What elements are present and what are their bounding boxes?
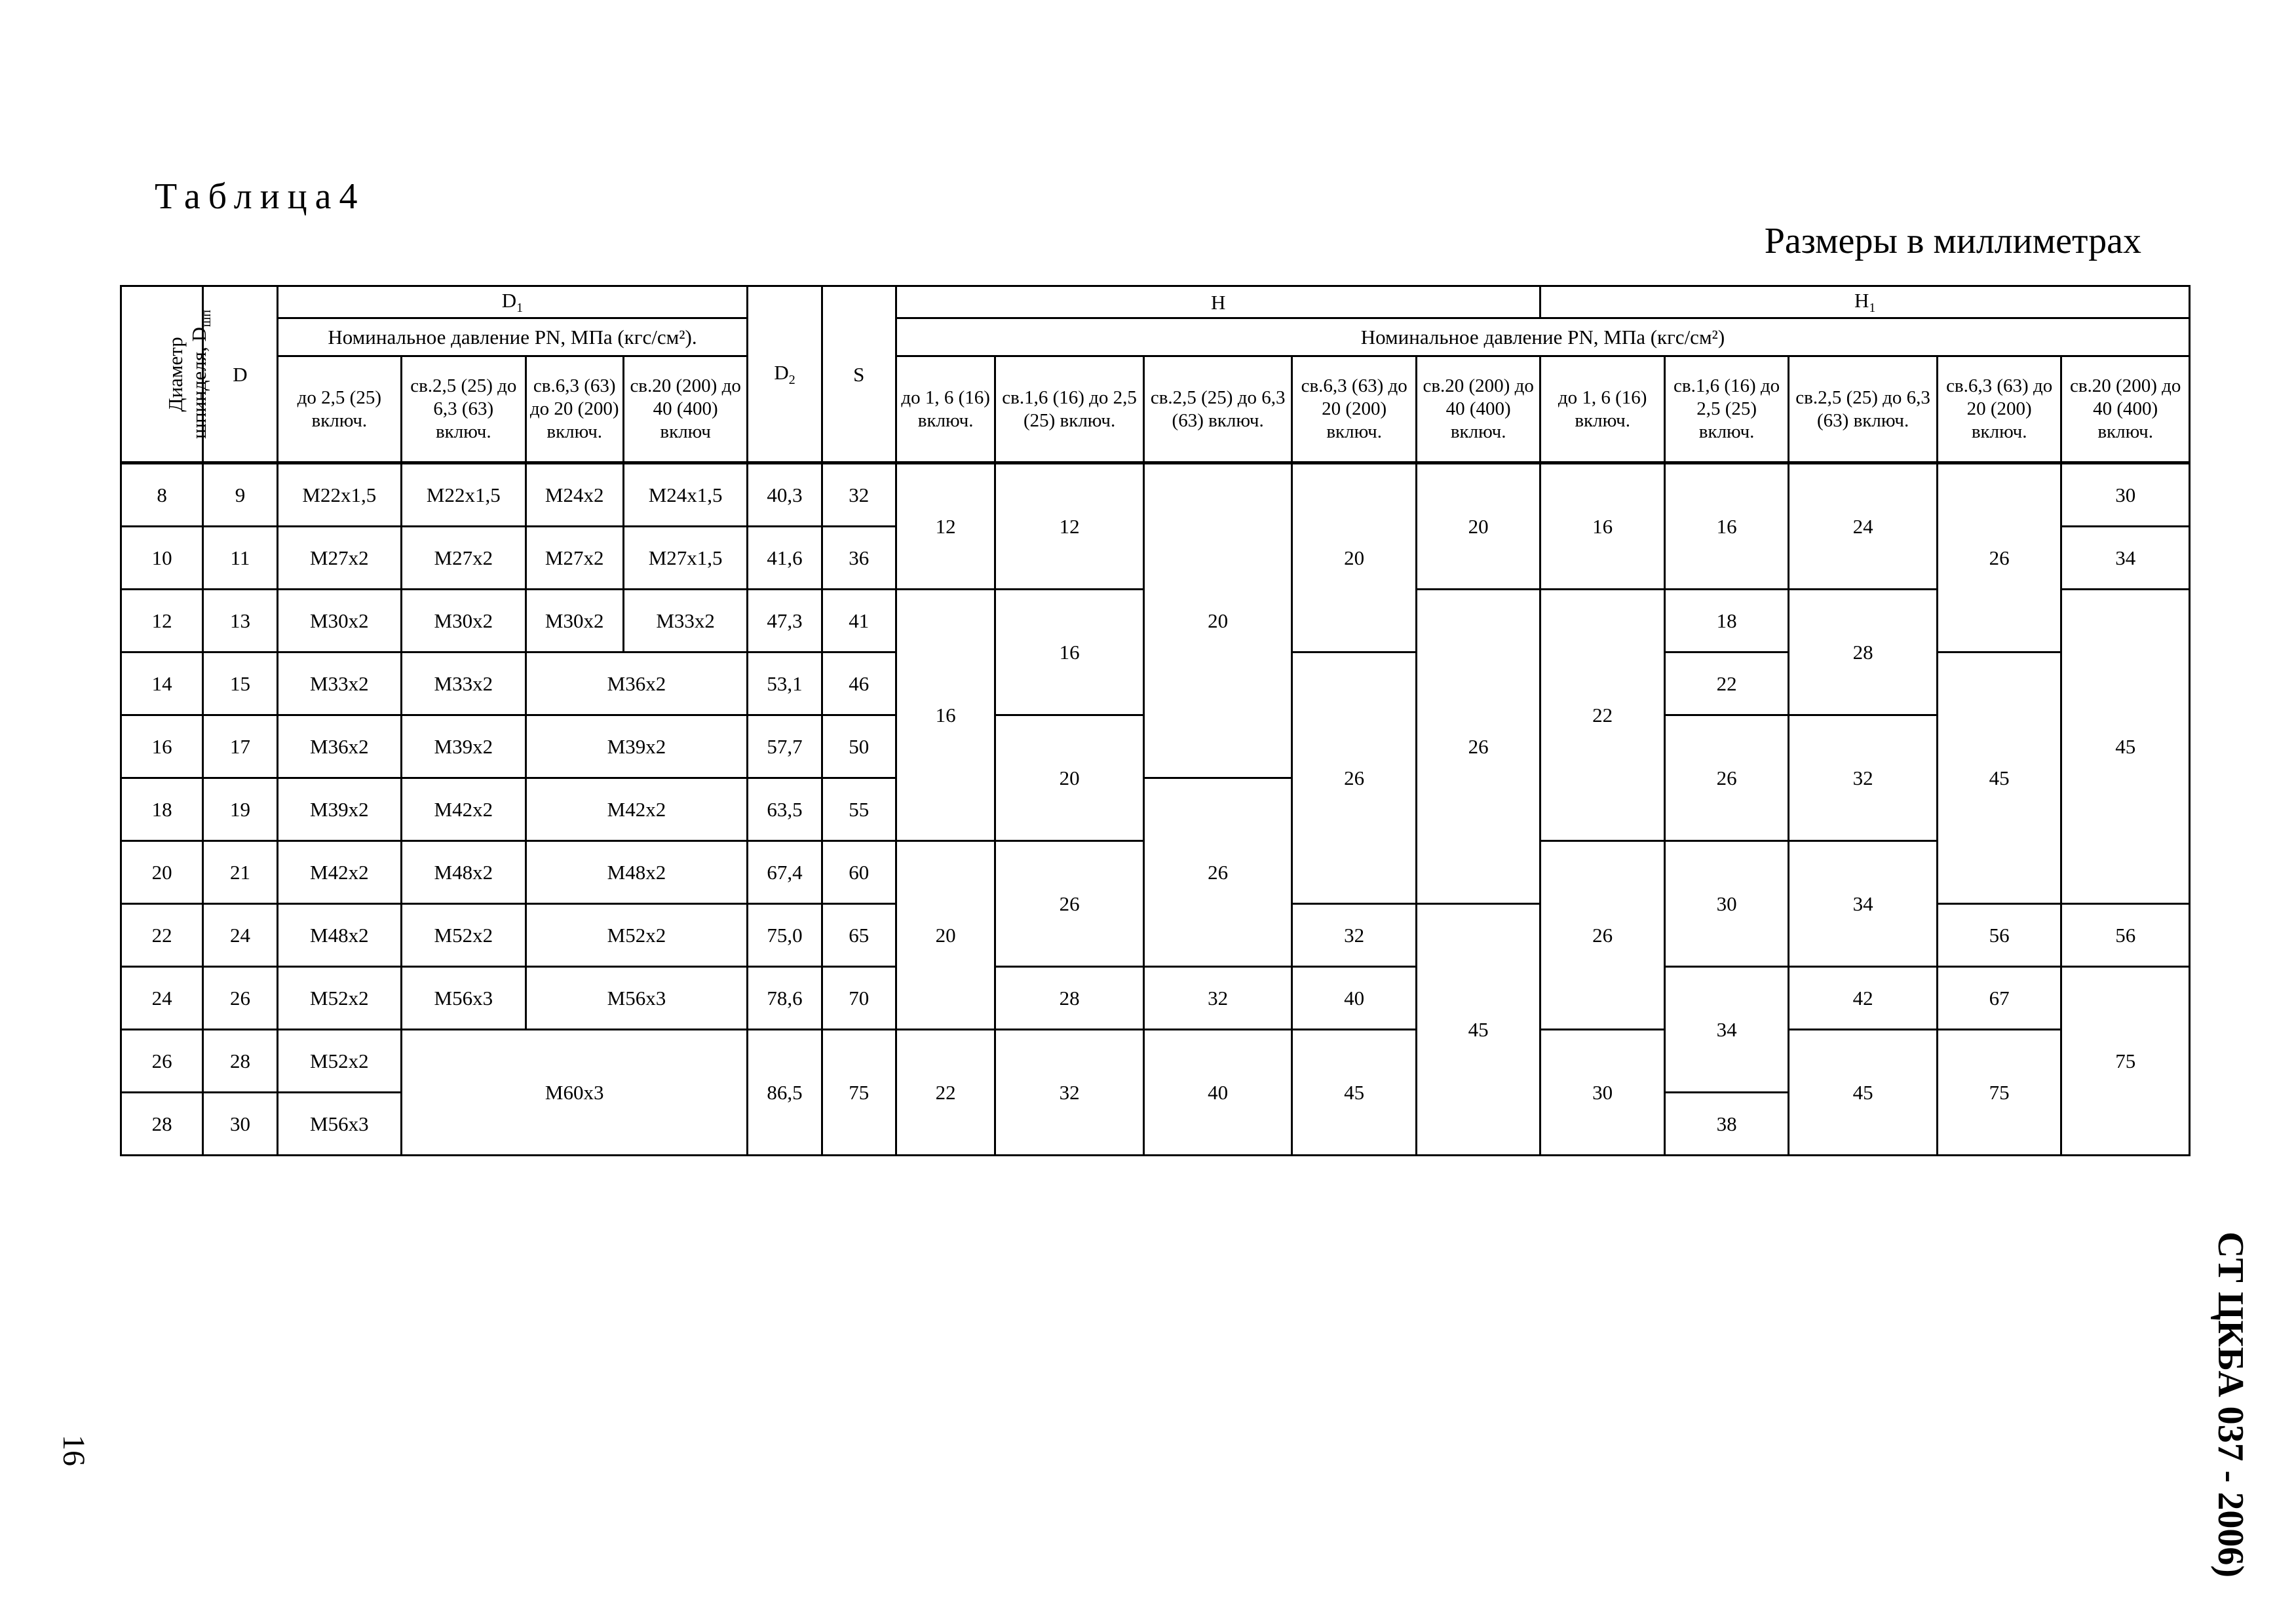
cell-d2: 40,3 [748,463,822,527]
cell-d: 21 [203,841,277,904]
header-h-range: до 1, 6 (16) включ. [896,356,995,463]
cell-d1: M24x2 [526,463,623,527]
cell-h: 20 [995,715,1144,841]
cell-d1: M52x2 [277,1030,401,1093]
cell-h: 45 [1416,904,1540,1156]
cell-h1: 28 [1789,590,1938,715]
cell-d1: M60x3 [402,1030,748,1156]
cell-h: 28 [995,967,1144,1030]
cell-d: 26 [203,967,277,1030]
cell-h: 12 [995,463,1144,590]
cell-s: 41 [822,590,896,652]
header-spindle-diameter-line2: шпинделя, D [187,326,210,439]
cell-d: 19 [203,778,277,841]
cell-h: 26 [1292,652,1416,904]
cell-h: 20 [1416,463,1540,590]
cell-d2: 53,1 [748,652,822,715]
cell-spindle-diameter: 18 [121,778,203,841]
header-h1-range: св.2,5 (25) до 6,3 (63) включ. [1789,356,1938,463]
cell-h: 26 [1416,590,1540,904]
cell-d2: 86,5 [748,1030,822,1156]
cell-h1: 34 [2061,527,2190,590]
cell-d2: 78,6 [748,967,822,1030]
cell-h1: 75 [2061,967,2190,1156]
cell-h1: 75 [1937,1030,2061,1156]
cell-d: 11 [203,527,277,590]
cell-h: 20 [896,841,995,1030]
header-d2-sub: 2 [788,373,795,388]
cell-h1: 22 [1540,590,1664,841]
cell-h: 22 [896,1030,995,1156]
cell-h1: 16 [1540,463,1664,590]
cell-d: 13 [203,590,277,652]
cell-spindle-diameter: 22 [121,904,203,967]
cell-h1: 30 [1540,1030,1664,1156]
cell-d2: 63,5 [748,778,822,841]
cell-d: 30 [203,1093,277,1156]
cell-h1: 45 [1789,1030,1938,1156]
cell-d: 17 [203,715,277,778]
cell-d1: M56x3 [526,967,748,1030]
cell-d2: 47,3 [748,590,822,652]
cell-d1: M30x2 [402,590,526,652]
header-pressure-d1: Номинальное давление PN, МПа (кгс/см²). [277,318,748,356]
cell-spindle-diameter: 26 [121,1030,203,1093]
cell-s: 55 [822,778,896,841]
cell-d: 15 [203,652,277,715]
cell-s: 50 [822,715,896,778]
table-row [121,1030,2190,1093]
cell-spindle-diameter: 28 [121,1093,203,1156]
header-d1 [277,286,748,318]
cell-d1: M27x2 [526,527,623,590]
cell-d1: M39x2 [526,715,748,778]
header-h1-range: св.6,3 (63) до 20 (200) включ. [1937,356,2061,463]
cell-h1: 56 [2061,904,2190,967]
cell-h: 26 [995,841,1144,967]
cell-d1: M33x2 [277,652,401,715]
header-d2-label: D [774,361,789,384]
table-row [121,967,2190,1030]
cell-h1: 67 [1937,967,2061,1030]
cell-d2: 67,4 [748,841,822,904]
cell-h1: 32 [1789,715,1938,841]
header-d2 [748,286,822,463]
cell-spindle-diameter: 24 [121,967,203,1030]
cell-h1: 26 [1937,463,2061,652]
cell-d1: M22x1,5 [402,463,526,527]
cell-d1: M33x2 [402,652,526,715]
cell-h: 20 [1292,463,1416,652]
cell-h1: 30 [2061,463,2190,527]
cell-h1: 16 [1664,463,1788,590]
header-h-range: св.1,6 (16) до 2,5 (25) включ. [995,356,1144,463]
cell-h: 12 [896,463,995,590]
cell-d1: M24x1,5 [623,463,747,527]
header-d1-range: до 2,5 (25) включ. [277,356,401,463]
header-h-range: св.6,3 (63) до 20 (200) включ. [1292,356,1416,463]
cell-h: 40 [1292,967,1416,1030]
cell-s: 65 [822,904,896,967]
cell-h: 16 [995,590,1144,715]
cell-d1: M48x2 [402,841,526,904]
table-row [121,463,2190,527]
document-code: СТ ЦКБА 037 - 2006) [2210,1232,2251,1577]
table-title: Таблица4 [155,176,366,217]
cell-spindle-diameter: 14 [121,652,203,715]
cell-d1: M52x2 [277,967,401,1030]
cell-d1: M36x2 [277,715,401,778]
cell-d1: M22x1,5 [277,463,401,527]
cell-d: 28 [203,1030,277,1093]
cell-h: 26 [1143,778,1292,967]
header-d1-range: св.6,3 (63) до 20 (200) включ. [526,356,623,463]
cell-h1: 34 [1789,841,1938,967]
header-h1-range: св.1,6 (16) до 2,5 (25) включ. [1664,356,1788,463]
cell-d1: M48x2 [526,841,748,904]
cell-d1: M39x2 [277,778,401,841]
cell-h1: 45 [1937,652,2061,904]
cell-d1: M52x2 [402,904,526,967]
cell-h1: 56 [1937,904,2061,967]
cell-h1: 34 [1664,967,1788,1093]
header-d1-range: св.2,5 (25) до 6,3 (63) включ. [402,356,526,463]
cell-d1: M56x3 [402,967,526,1030]
header-spindle-diameter-sub: шп [199,309,214,327]
cell-spindle-diameter: 20 [121,841,203,904]
cell-spindle-diameter: 12 [121,590,203,652]
cell-s: 46 [822,652,896,715]
cell-s: 70 [822,967,896,1030]
cell-spindle-diameter: 8 [121,463,203,527]
header-h1 [1540,286,2190,318]
cell-s: 60 [822,841,896,904]
cell-d1: M42x2 [402,778,526,841]
cell-d1: M56x3 [277,1093,401,1156]
cell-d1: M27x2 [402,527,526,590]
header-d1-sub: 1 [516,301,524,316]
header-h1-range: св.20 (200) до 40 (400) включ. [2061,356,2190,463]
cell-d: 9 [203,463,277,527]
cell-d1: M39x2 [402,715,526,778]
header-h: H [896,286,1540,318]
cell-d1: M52x2 [526,904,748,967]
header-h-range: св.2,5 (25) до 6,3 (63) включ. [1143,356,1292,463]
header-pressure-h: Номинальное давление PN, МПа (кгс/см²) [896,318,2189,356]
header-h-range: св.20 (200) до 40 (400) включ. [1416,356,1540,463]
header-spindle-diameter-line1: Диаметр [164,336,187,412]
cell-h1: 26 [1540,841,1664,1030]
cell-h: 45 [1292,1030,1416,1156]
cell-spindle-diameter: 10 [121,527,203,590]
cell-h1: 30 [1664,841,1788,967]
header-h1-sub: 1 [1869,301,1876,316]
cell-h1: 42 [1789,967,1938,1030]
cell-d: 24 [203,904,277,967]
cell-d1: M33x2 [623,590,747,652]
cell-h: 32 [1292,904,1416,967]
header-d1-label: D [501,289,517,312]
header-spindle-diameter-text [164,310,214,439]
cell-s: 36 [822,527,896,590]
cell-h1: 38 [1664,1093,1788,1156]
cell-spindle-diameter: 16 [121,715,203,778]
cell-d1: M27x2 [277,527,401,590]
cell-h: 32 [1143,967,1292,1030]
cell-h1: 24 [1789,463,1938,590]
header-h1-range: до 1, 6 (16) включ. [1540,356,1664,463]
cell-d2: 41,6 [748,527,822,590]
cell-d1: M42x2 [526,778,748,841]
cell-d1: M30x2 [526,590,623,652]
cell-h1: 18 [1664,590,1788,652]
cell-h: 16 [896,590,995,841]
cell-d1: M48x2 [277,904,401,967]
cell-d2: 57,7 [748,715,822,778]
header-s: S [822,286,896,463]
cell-h1: 26 [1664,715,1788,841]
header-d1-range: св.20 (200) до 40 (400) включ [623,356,747,463]
dimensions-table [120,285,2191,1156]
cell-d2: 75,0 [748,904,822,967]
header-d: D [203,286,277,463]
cell-h1: 45 [2061,590,2190,904]
cell-h: 32 [995,1030,1144,1156]
cell-s: 32 [822,463,896,527]
cell-h: 40 [1143,1030,1292,1156]
cell-s: 75 [822,1030,896,1156]
cell-d1: M27x1,5 [623,527,747,590]
cell-d1: M30x2 [277,590,401,652]
cell-d1: M42x2 [277,841,401,904]
units-note: Размеры в миллиметрах [1764,221,2141,261]
page-number: 16 [56,1435,91,1466]
header-h1-label: H [1854,289,1869,312]
cell-d1: M36x2 [526,652,748,715]
cell-h1: 22 [1664,652,1788,715]
cell-h: 20 [1143,463,1292,778]
header-spindle-diameter [121,286,214,463]
